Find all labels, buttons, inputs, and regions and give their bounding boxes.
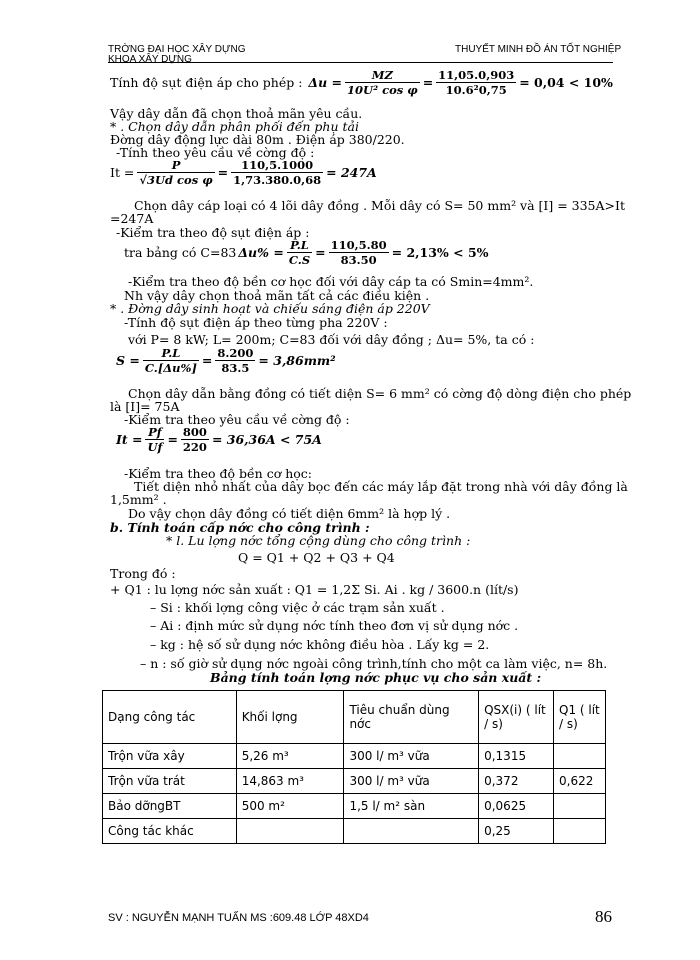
table-row [103,819,606,844]
table-header-cell: Dạng công tác [103,691,237,744]
table-cell: Bảo dỡngBT [103,794,237,819]
text-line: -Kiểm tra theo độ bền cơ học đối với dây cáp ta có Smin=4mm². [128,274,534,289]
text-line: – kg : hệ số sử dụng nớc không điều hòa . Lấy kg = 2. [150,637,490,652]
table-cell [554,819,606,844]
text-line: -Kiểm tra theo yêu cầu về cờng độ : [124,412,350,427]
text-line: Tiết diện nhỏ nhất của dây bọc đến các máy lắp đặt trong nhà với dây đồng là [134,479,628,494]
table-cell: 0,622 [554,769,606,794]
subsection-heading: * l. Lu lợng nớc tổng cộng dùng cho công trình : [166,533,471,548]
section-heading-b: b. Tính toán cấp nớc cho công trình : [110,520,370,535]
text-line: Trong đó : [110,566,176,581]
table-cell: Trộn vữa xây [103,744,237,769]
table-header-cell: Tiêu chuẩn dùng nớc [344,691,479,744]
header-rule [108,62,613,63]
table-cell: Trộn vữa trát [103,769,237,794]
header-school: TRỜNG ĐẠI HỌC XÂY DỰNG [108,44,246,55]
table-cell: 0,372 [479,769,554,794]
table-row [103,769,606,794]
table-cell [344,819,479,844]
water-total-formula: Q = Q1 + Q2 + Q3 + Q4 [238,550,395,565]
voltage-drop-formula: Tính độ sụt điện áp cho phép : Δu = $\frac{MZ}{\text{10U² cos φ}}$ = $\frac{11,05.0,903}{\text{10.6²0,75}}$ = 0,04 < 10% [110,68,613,97]
section-heading: * . Chọn dây dẫn phân phối đến phụ tải [110,119,359,134]
table-cell: 300 l/ m³ vữa [344,769,479,794]
water-demand-table [102,690,606,844]
text-line: -Tính theo yêu cầu về cờng độ : [116,145,315,160]
current-formula: It = $\frac{P}{\text{√3Ud cos φ}}$ = $\frac{110,5.1000}{1,73.380.0,68}$ = 247A [110,158,377,187]
text-line: – Ai : định mức sử dụng nớc tính theo đơn vị sử dụng nớc . [150,618,519,633]
table-cell: 0,0625 [479,794,554,819]
section-heading: * . Đờng dây sinh hoạt và chiếu sáng điện áp 220V [110,301,430,316]
table-cell [236,819,344,844]
text-line: là [I]= 75A [110,399,180,414]
table-cell: 0,25 [479,819,554,844]
text-line: =247A [110,211,154,226]
table-row [103,794,606,819]
footer-student: SV : NGUYỄN MẠNH TUẤN MS :609.48 LỚP 48XD4 [108,912,369,924]
phase-current-formula: It = $\frac{Pf}{Uf}$ = $\frac{800}{220}$ = 36,36A < 75A [116,425,322,454]
text-line: Chọn dây cáp loại có 4 lõi dây đồng . Mỗi dây có S= 50 mm² và [I] = 335A>It [134,198,625,213]
header-title: THUYẾT MINH ĐỒ ÁN TỐT NGHIỆP [455,44,622,55]
text-line: -Kiểm tra theo độ sụt điện áp : [116,225,310,240]
table-cell: 5,26 m³ [236,744,344,769]
table-cell: Công tác khác [103,819,237,844]
table-row [103,744,606,769]
header-faculty: KHOA XÂY DỰNG [108,54,192,65]
table-cell: 14,863 m³ [236,769,344,794]
text-line: -Tính độ sụt điện áp theo từng pha 220V : [124,315,388,330]
text-line: Chọn dây dẫn bằng đồng có tiết diện S= 6 mm² có cờng độ dòng điện cho phép [128,386,632,401]
text-line: với P= 8 kW; L= 200m; C=83 đối với dây đồng ; Δu= 5%, ta có : [128,332,535,347]
text-line: – Si : khối lợng công việc ở các trạm sản xuất . [150,600,445,615]
table-cell: 0,1315 [479,744,554,769]
section-formula: S = $\frac{P.L}{C.[\Delta u\%]}$ = $\frac{8.200}{83.5}$ = 3,86mm² [116,346,336,375]
table-cell: 300 l/ m³ vữa [344,744,479,769]
table-header-cell: QSX(i) ( lít / s) [479,691,554,744]
text-line: 1,5mm² . [110,492,167,507]
table-header-row [103,691,606,744]
drop-percent-formula: tra bảng có C=83 Δu% = $\frac{P.L}{C.S}$ = $\frac{110,5.80}{83.50}$ = 2,13% < 5% [124,238,489,267]
text-line: Vậy dây dẫn đã chọn thoả mãn yêu cầu. [110,106,363,121]
text-line: -Kiểm tra theo độ bền cơ học: [124,466,312,481]
text-line: Đờng dây động lực dài 80m . Điện áp 380/220. [110,132,405,147]
table-header-cell: Khối lợng [236,691,344,744]
text-line: Do vậy chọn dây đồng có tiết diện 6mm² là hợp lý . [128,506,451,521]
text-line: Nh vậy dây chọn thoả mãn tất cả các điều kiện . [124,288,430,303]
table-header-cell: Q1 ( lít / s) [554,691,606,744]
text-line: – n : số giờ sử dụng nớc ngoài công trình,tính cho một ca làm việc, n= 8h. [140,656,608,671]
page-number: 86 [595,907,612,926]
table-cell [554,794,606,819]
text-line: + Q1 : lu lợng nớc sản xuất : Q1 = 1,2Σ Si. Ai . kg / 3600.n (lít/s) [110,582,519,597]
table-caption: Bảng tính toán lợng nớc phục vụ cho sản xuất : [210,670,542,685]
table-cell [554,744,606,769]
table-cell: 500 m² [236,794,344,819]
table-cell: 1,5 l/ m² sàn [344,794,479,819]
